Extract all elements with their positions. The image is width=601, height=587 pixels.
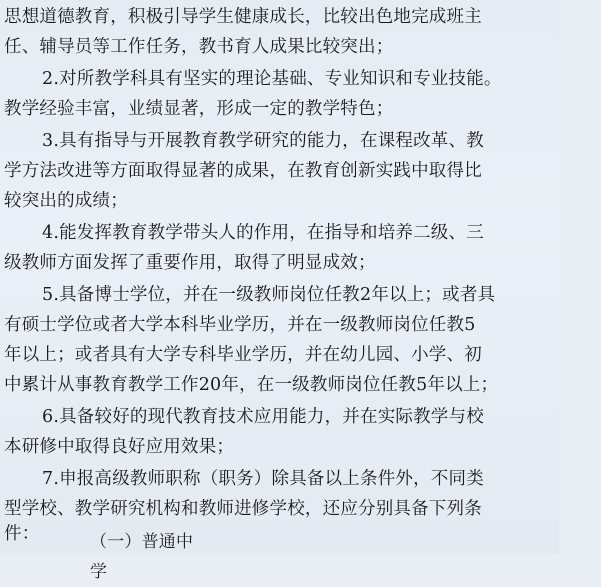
item-4-line-2: 级教师方面发挥了重要作用，取得了明显成效； <box>4 253 376 273</box>
item-4-line-1: 4.能发挥教育教学带头人的作用，在指导和培养二级、三 <box>42 223 484 243</box>
cut-off-heading <box>90 532 210 582</box>
item-5-line-1: 5.具备博士学位，并在一级教师岗位任教2年以上；或者具 <box>42 285 496 305</box>
item-5-line-4: 中累计从事教育教学工作20年，在一级教师岗位任教5年以上； <box>4 375 499 395</box>
item-2-line-2: 教学经验丰富，业绩显著，形成一定的教学特色； <box>4 99 394 119</box>
item-7-line-1: 7.申报高级教师职称（职务）除具备以上条件外，不同类 <box>42 469 484 489</box>
item-3-line-3: 较突出的成绩； <box>4 191 128 211</box>
cut-off-heading-text: （一）普通中学 <box>90 532 194 582</box>
text-line-2: 任、辅导员等工作任务，教书育人成果比较突出； <box>4 37 394 57</box>
text-line-1: 思想道德教育，积极引导学生健康成长，比较出色地完成班主 <box>4 7 482 27</box>
item-3-line-1: 3.具有指导与开展教育教学研究的能力，在课程改革、教 <box>42 131 484 151</box>
item-6-line-2: 本研修中取得良好应用效果； <box>4 437 235 457</box>
item-5-line-2: 有硕士学位或者大学本科毕业学历，并在一级教师岗位任教5 <box>4 315 476 335</box>
item-7-line-3: 件： <box>4 524 40 544</box>
item-6-line-1: 6.具备较好的现代教育技术应用能力，并在实际教学与校 <box>42 407 484 427</box>
item-7-line-2: 型学校、教学研究机构和教师进修学校，还应分别具备下列条 <box>4 499 482 519</box>
item-5-line-3: 年以上；或者具有大学专科毕业学历，并在幼儿园、小学、初 <box>4 345 482 365</box>
item-3-line-2: 学方法改进等方面取得显著的成果，在教育创新实践中取得比 <box>4 161 482 181</box>
item-2-line-1: 2.对所教学科具有坚实的理论基础、专业知识和专业技能。 <box>42 69 502 89</box>
